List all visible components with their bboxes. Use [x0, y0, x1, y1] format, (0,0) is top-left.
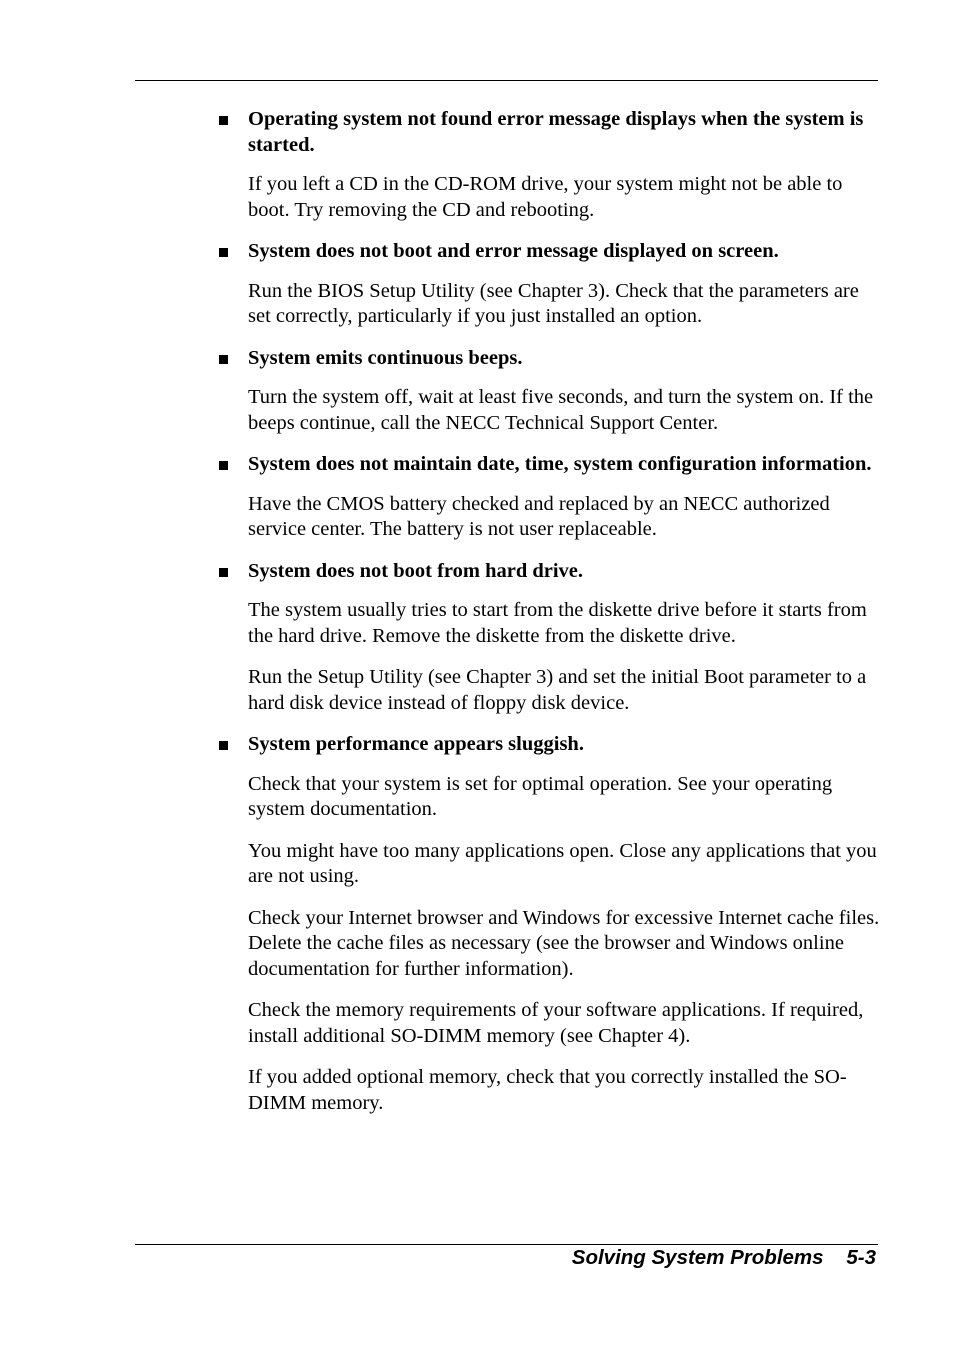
paragraph: The system usually tries to start from the diskette drive before it starts from the hard drive. Remove the diskette from the diskette drive. — [248, 599, 867, 647]
list-item — [218, 107, 880, 223]
chapter-title: Solving System Problems — [571, 1246, 824, 1269]
page-footer — [572, 1246, 876, 1270]
paragraph: Have the CMOS battery checked and replaced by an NECC authorized service center. The battery is not user replaceable. — [248, 492, 830, 540]
footer-rule — [135, 1244, 878, 1245]
paragraph: Turn the system off, wait at least five seconds, and turn the system on. If the beeps continue, call the NECC Technical Support Center. — [248, 386, 874, 434]
heading-text: Operating system not found error message displays when the system is started. — [248, 108, 864, 156]
item-heading — [248, 107, 880, 158]
list-item — [218, 346, 880, 437]
heading-text: System performance appears sluggish. — [248, 733, 584, 755]
paragraph: If you added optional memory, check that you correctly installed the SO-DIMM memory. — [248, 1066, 847, 1114]
list-item — [218, 452, 880, 543]
list-item — [218, 559, 880, 717]
square-bullet-icon — [219, 461, 228, 470]
paragraph: Check that your system is set for optimal operation. See your operating system documentation. — [248, 772, 833, 820]
troubleshooting-list — [218, 107, 880, 1132]
square-bullet-icon — [219, 355, 228, 364]
item-heading — [248, 732, 880, 758]
square-bullet-icon — [219, 741, 228, 750]
square-bullet-icon — [219, 248, 228, 257]
list-item — [218, 239, 880, 330]
square-bullet-icon — [219, 568, 228, 577]
paragraph: If you left a CD in the CD-ROM drive, your system might not be able to boot. Try removing the CD and rebooting. — [248, 173, 843, 221]
item-heading — [248, 239, 880, 265]
item-heading — [248, 452, 880, 478]
item-heading — [248, 346, 880, 372]
heading-text: System emits continuous beeps. — [248, 346, 523, 369]
paragraph: Run the Setup Utility (see Chapter 3) and set the initial Boot parameter to a hard disk device instead of floppy disk device. — [248, 666, 867, 714]
paragraph: Check the memory requirements of your software applications. If required, install additional SO-DIMM memory (see Chapter 4). — [248, 999, 864, 1047]
paragraph: You might have too many applications open. Close any applications that you are not using. — [248, 839, 877, 887]
header-rule — [135, 80, 878, 81]
square-bullet-icon — [219, 116, 228, 125]
paragraph: Run the BIOS Setup Utility (see Chapter 3). Check that the parameters are set correctly, particularly if you just installed an option. — [248, 279, 859, 327]
list-item — [218, 732, 880, 1116]
page-number: 5-3 — [846, 1246, 876, 1269]
heading-text: System does not maintain date, time, system configuration information. — [248, 453, 872, 475]
heading-text: System does not boot and error message displayed on screen. — [248, 240, 779, 262]
paragraph: Check your Internet browser and Windows for excessive Internet cache files. Delete the cache files as necessary (see the browser and Windows online documentation for further information). — [248, 906, 880, 980]
item-heading — [248, 559, 880, 585]
heading-text: System does not boot from hard drive. — [248, 559, 584, 582]
